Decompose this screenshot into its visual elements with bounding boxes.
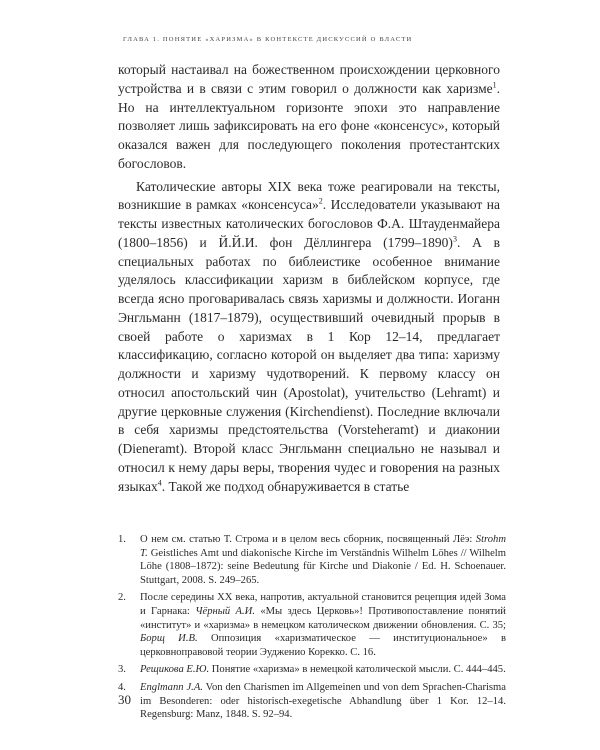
- main-text: [118, 61, 500, 496]
- footnote-ref-3[interactable]: 3: [452, 234, 457, 244]
- footnote-number: 2.: [118, 592, 126, 604]
- footnote-ref-4[interactable]: 4: [157, 478, 162, 487]
- footnote-text: После середины XX века, напротив, актуальной становится рецепция идей Зома и Гарнака: Чёрный А.И. «Мы здесь Церковь»! Противопоставление понятий «институт» и «харизма» в немецком католическом движении обновления. С. 35; Борщ И.В. Оппозиция «харизматическое — институциональное» в церковноправовой теории Эудженио Корекко. С. 16.: [140, 592, 506, 658]
- footnotes: [118, 533, 506, 726]
- footnote-ref-2[interactable]: 2: [318, 196, 323, 206]
- footnote-text: Englmann J.A. Von den Charismen im Allgemeinen und von dem Sprachen-Charisma im Besonderen: oder historisch-exegetische Abhandlung über 1 Kor. 12–14. Regensburg: Manz, 1848. S. 92–94.: [140, 681, 506, 721]
- footnote-ref-1[interactable]: 1: [492, 80, 497, 90]
- paragraph-1: который настаивал на божественном происхождении церковного устройства и в связи с этим говорил о должности как харизме$^1$. Но на интеллектуальном горизонте эпохи это направление позволяет лишь зафиксировать на его фоне «консенсус», который оказался важен для последующего поколения протестантских богословов.: [118, 62, 500, 171]
- footnote-4: [118, 681, 506, 722]
- running-header: ГЛАВА 1. ПОНЯТИЕ «ХАРИЗМА» В КОНТЕКСТЕ ДИСКУССИЙ О ВЛАСТИ: [123, 36, 413, 43]
- footnote-3: [118, 663, 506, 677]
- footnote-number: 1.: [118, 534, 126, 545]
- footnote-number: 3.: [118, 664, 126, 676]
- paragraph-2: Католические авторы XIX века тоже реагировали на тексты, возникшие в рамках «консенсуса»$^2$. Исследователи указывают на тексты известных католических богословов Ф.А. Штауденмайера (1800–1856) и Й.Й.И. фон Дёллингера (1799–1890)$^3$. А в специальных работах по библеистике особенное внимание уделялось классификации харизм в библейском корпусе, где всегда ясно проговаривалась связь харизмы и должности. Иоганн Энгльманн (1817–1879), осуществивший очевидный прорыв в своей работе о харизмах в 1 Кор 12–14, предлагает классификацию, согласно которой он выделяет два типа: харизму должности и харизму чудотворений. К первому классу он относил апостольский чин (Apostolat), учительство (Lehramt) и другие церковные служения (Kirchendienst). Последние включали в себя харизмы предстоятельства (Vorsteheramt) и диаконии (Dieneramt). Второй класс Энгльманн специально не называл и относил к нему дары веры, творения чудес и говорения на разных языках$^4$. Такой же подход обнаруживается в статье: [118, 178, 500, 494]
- footnote-1: [118, 533, 506, 587]
- page-number: 30: [118, 692, 131, 707]
- footnote-2: [118, 591, 506, 659]
- footnote-number: 4.: [118, 681, 126, 693]
- footnote-text: О нем см. статью Т. Строма и в целом весь сборник, посвященный Лёэ: Strohm T. Geistliches Amt und diakonische Kirche im Verständnis Wilhelm Löhes // Wilhelm Löhe (1808–1872): seine Bedeutung für Kirche und Diakonie / Ed. H. Schoenauer. Stuttgart, 2008. S. 249–265.: [140, 534, 506, 586]
- footnote-text: Рещикова Е.Ю. Понятие «харизма» в немецкой католической мысли. С. 444–445.: [140, 664, 506, 676]
